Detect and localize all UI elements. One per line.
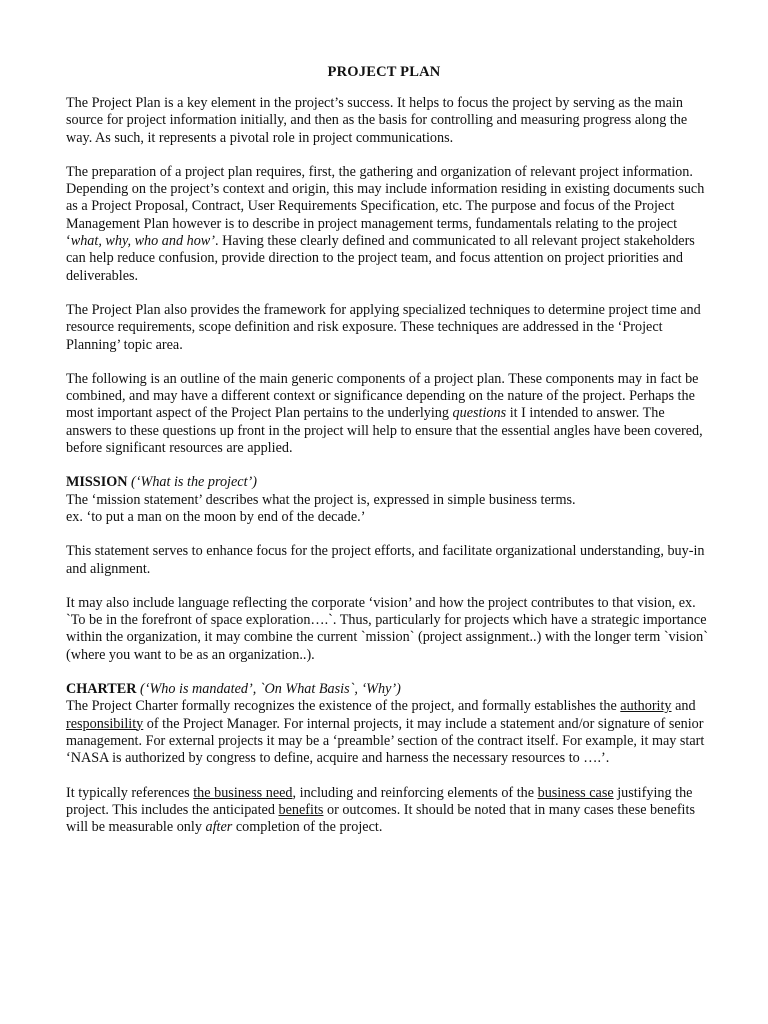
document-title: PROJECT PLAN [327, 64, 441, 80]
emphasis-text: questions [452, 405, 507, 422]
mission-definition: The ‘mission statement’ describes what the project is, expressed in simple business terms. [66, 491, 576, 508]
charter-heading: CHARTER [66, 681, 137, 698]
text-run: The preparation of a project plan requires, first, the gathering and organization of relevant project information. Depending on the project’s context and origin, this may include information residing in existing documents such as a Project Proposal, Contract, User Requirements Specification, etc. The purpose and focus of the Project Management Plan however is to describe in project management terms, fundamentals relating to the project ‘ [66, 163, 705, 250]
text-run: and [671, 698, 696, 715]
text-run: The following is an outline of the main generic components of a project plan. These components may in fact be combined, and may have a different context or significance depending on the nature of the project. Perhaps the most important aspect of the Project Plan pertains to the underlying [66, 370, 699, 422]
mission-section-intro [66, 474, 708, 526]
text-run: . Having these clearly defined and communicated to all relevant project stakeholders can help reduce confusion, provide direction to the project team, and focus attention on project priorities and deliverables. [66, 233, 695, 284]
text-run: completion of the project. [232, 819, 383, 836]
charter-section-intro [66, 681, 708, 767]
emphasis-text: what, why, who and how’ [70, 233, 215, 250]
charter-heading-subtitle: (‘Who is mandated’, `On What Basis`, ‘Why’) [136, 681, 401, 698]
text-run: , including and reinforcing elements of the [292, 784, 538, 801]
intro-paragraph-3: The Project Plan also provides the framework for applying specialized techniques to determine project time and resource requirements, scope definition and risk exposure. These techniques are addressed in the ‘Project Planning’ topic area. [66, 301, 701, 353]
underlined-term-business-need: the business need [193, 784, 293, 801]
text-run: it I intended to answer. The answers to these questions up front in the project will help to ensure that the essential angles have been covered, before significant resources are applied. [66, 405, 703, 457]
mission-paragraph-2: This statement serves to enhance focus for the project efforts, and facilitate organizational understanding, buy-in and alignment. [66, 543, 705, 577]
intro-paragraph-2 [66, 164, 708, 285]
text-run: It typically references [66, 784, 194, 801]
text-run: of the Project Manager. For internal projects, it may include a statement and/or signature of senior management. For external projects it may be a ‘preamble’ section of the contract itself. For example, it may start ‘NASA is authorized by congress to define, acquire and harness the necessary resources to ….’. [66, 715, 705, 767]
underlined-term-responsibility: responsibility [66, 715, 144, 732]
mission-heading-subtitle: (‘What is the project’) [127, 474, 257, 491]
charter-paragraph-2 [66, 785, 708, 837]
underlined-term-benefits: benefits [278, 801, 324, 818]
intro-paragraph-4 [66, 371, 708, 457]
text-run: The Project Charter formally recognizes the existence of the project, and formally establishes the [66, 698, 621, 715]
text-run: or outcomes. It should be noted that in many cases these benefits will be measurable only [66, 801, 695, 836]
mission-example: ex. ‘to put a man on the moon by end of the decade.’ [66, 508, 366, 525]
intro-paragraph-1: The Project Plan is a key element in the project’s success. It helps to focus the project by serving as the main source for project information initially, and then as the basis for controlling and measuring progress along the way. As such, it represents a pivotal role in project communications. [66, 95, 688, 146]
underlined-term-authority: authority [620, 698, 672, 715]
underlined-term-business-case: business case [537, 784, 614, 801]
emphasis-text: after [205, 819, 233, 836]
mission-heading: MISSION [66, 474, 128, 491]
mission-paragraph-3: It may also include language reflecting the corporate ‘vision’ and how the project contributes to that vision, ex. `To be in the forefront of space exploration….`. Thus, particularly for projects which have a strategic importance within the organization, it may combine the current `mission` (project assignment..) with the longer term `vision` (where you want to be as an organization..). [66, 594, 708, 663]
text-run: justifying the project. This includes the anticipated [66, 784, 693, 818]
